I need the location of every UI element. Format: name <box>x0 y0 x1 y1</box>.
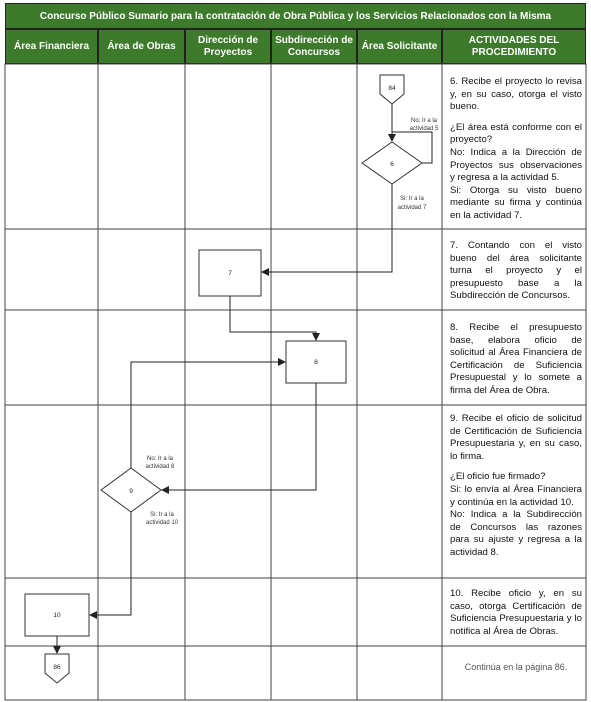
arrow-9-no-to-8 <box>131 362 285 468</box>
activity-6-no: No: Indica a la Dirección de Proyectos sus observaciones y regresa a la actividad 5. <box>450 146 582 184</box>
column-header-area-de-obras: Área de Obras <box>98 29 185 64</box>
decision-6 <box>362 142 422 184</box>
activity-6-description <box>450 76 582 223</box>
activity-9-text: 9. Recibe el oficio de solicitud de Certificación de Suficiencia Presupuestaria y, en su caso, lo firma. <box>450 413 582 462</box>
decision-9 <box>101 468 161 512</box>
arrow-6-to-7 <box>262 184 392 272</box>
branch-label-d6-si-line2: actividad 7 <box>397 205 427 211</box>
offpage-connector-84 <box>380 75 404 104</box>
branch-label-d9-si-line2: actividad 10 <box>145 520 179 526</box>
process-8-label: 8 <box>314 359 318 366</box>
arrow-9-to-10 <box>90 512 131 615</box>
continuation-note: Continúa en la página 86. <box>464 662 568 672</box>
column-header-actividades: ACTIVIDADES DEL PROCEDIMIENTO <box>442 29 586 64</box>
column-header-area-solicitante: Área Solicitante <box>357 29 442 64</box>
process-7 <box>199 250 261 296</box>
branch-label-d6-no-line2: actividad 5 <box>409 126 439 132</box>
activity-8-text: 8. Recibe el presupuesto base, elabora oficio de solicitud al Área Financiera de Certificación de Suficiencia Presupuestal y lo somete a firma del Área de Obra. <box>450 322 582 396</box>
column-header-direccion-de-proyectos: Dirección de Proyectos <box>185 29 271 64</box>
connector-86-label: 86 <box>53 664 61 671</box>
process-7-label: 7 <box>228 270 232 277</box>
activity-9-no: No: Indica a la Subdirección de Concursos las razones para su ajuste y regresa a la actividad 8. <box>450 509 582 558</box>
activity-10-description <box>450 588 582 638</box>
decision-6-label: 6 <box>390 161 394 168</box>
activity-6-text: 6. Recibe el proyecto lo revisa y, en su caso, otorga el visto bueno. <box>450 76 582 113</box>
activity-8-description <box>450 322 582 398</box>
process-8 <box>286 341 346 383</box>
process-10-label: 10 <box>53 612 61 619</box>
branch-label-d9-no-line2: actividad 8 <box>145 464 175 470</box>
activity-7-description <box>450 240 582 303</box>
arrow-7-to-8 <box>230 296 316 340</box>
process-10 <box>25 594 89 636</box>
connector-84-label: 84 <box>388 85 396 92</box>
activity-9-question: ¿El oficio fue firmado? <box>450 471 546 483</box>
activity-9-si: Si: lo envía al Área Financiera y continúa en la actividad 10. <box>450 483 582 508</box>
activity-9-description <box>450 413 582 560</box>
offpage-connector-86 <box>45 654 69 683</box>
branch-label-d6-si-line1: Si: Ir a la <box>400 196 424 202</box>
decision-9-label: 9 <box>129 488 133 495</box>
branch-label-d9-si-line1: Si: Ir a la <box>150 512 174 518</box>
branch-label-d9-no-line1: No: Ir a la <box>146 456 174 462</box>
activity-6-si: Si: Otorga su visto bueno mediante su firma y continúa en la actividad 7. <box>450 184 582 221</box>
activity-7-text: 7. Contando con el visto bueno del área solicitante turna el proyecto y el presupuesto base a la Subdirección de Concursos. <box>450 240 582 302</box>
column-header-subdireccion-de-concursos: Subdirección de Concursos <box>271 29 357 64</box>
activity-6-question: ¿El área está conforme con el proyecto? <box>450 121 582 146</box>
activity-10-text: 10. Recibe oficio y, en su caso, otorga Certificación de Suficiencia Presupuestaria y lo notifica al Área de Obras. <box>450 588 582 637</box>
page-title: Concurso Público Sumario para la contratación de Obra Pública y los Servicios Relacionados con la Misma <box>5 3 586 29</box>
branch-label-d6-no-line1: No: Ir a la <box>410 118 438 124</box>
column-header-area-financiera: Área Financiera <box>5 29 98 64</box>
flow-arrows <box>57 104 432 653</box>
